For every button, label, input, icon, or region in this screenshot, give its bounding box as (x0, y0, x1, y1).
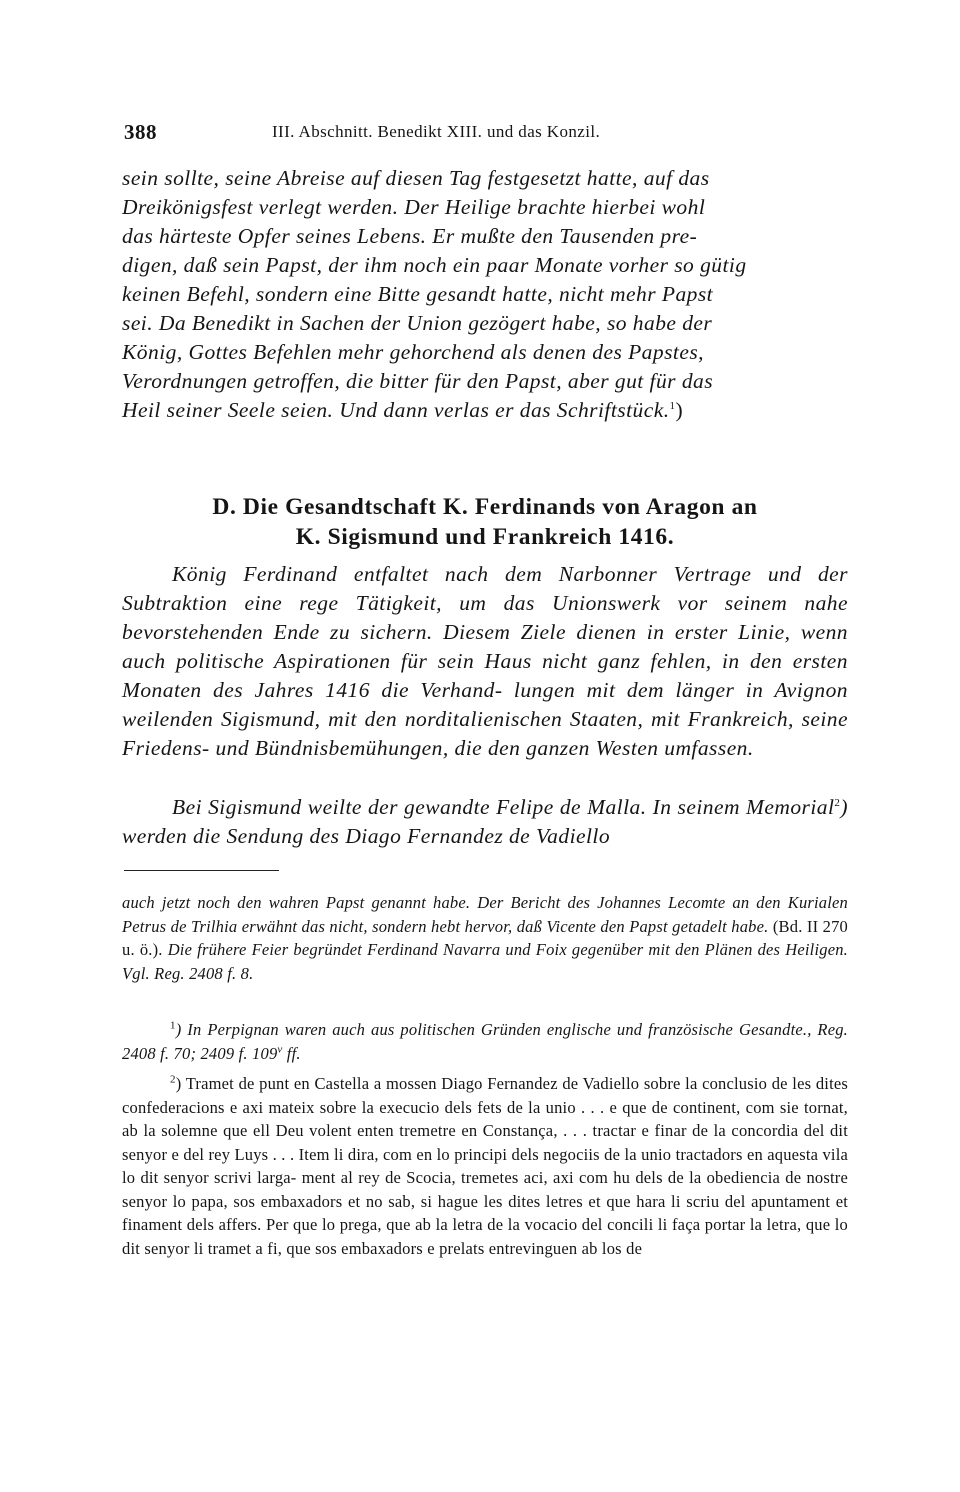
footnote-rule (124, 870, 279, 871)
section-heading (122, 492, 848, 552)
footnote-2 (122, 1072, 848, 1260)
text-fragment: Memorial (746, 795, 835, 819)
heading-line: D. Die Gesandtschaft K. Ferdinands von Aragon an (212, 494, 758, 520)
footnote-line: ) In Perpignan waren auch aus politischen Gründen englische und (175, 1020, 643, 1039)
text-fragment: ) werden die Sendung des Diago Fernandez de Vadiello (122, 795, 848, 848)
footnote-line: que hara li scriu del apuntament et finament dels affers. Per que lo prega, (122, 1191, 849, 1234)
footnote-marker: 2 (170, 1073, 176, 1086)
footnote-line: que ell Deu volent enten tremetre en Constança, . . . tractar e finar de la (223, 1121, 726, 1140)
text-line: sei. Da Benedikt in Sachen der Union gezögert habe, so habe der (122, 311, 713, 335)
text-line: ganz fehlen, in den ersten Monaten des Jahres 1416 die Verhand- (122, 649, 848, 702)
text-line: nahe bevorstehenden Ende zu sichern. Diesem Ziele dienen in (122, 591, 848, 644)
text-line: Verordnungen getroffen, die bitter für den Papst, aber gut für das (122, 369, 714, 393)
footnote-line: nostre senyor lo papa, sos embaxadors et no sab, si hague les dites letres et (122, 1168, 848, 1211)
footnote-reference: 1 (669, 399, 676, 412)
paragraph-3 (122, 793, 848, 851)
footnote-line: französische Gesandte., Reg. 2408 f. 70; 2409 f. 109 (122, 1020, 848, 1063)
text-line: Dreikönigsfest verlegt werden. Der Heilige brachte hierbei wohl (122, 195, 706, 219)
text-fragment: Heil seiner Seele seien. Und dann verlas er das Schriftstück. (122, 398, 670, 422)
folio-verso-marker: v (277, 1043, 283, 1055)
text-line: der Subtraktion eine rege Tätigkeit, um das Unionswerk vor seinem (122, 562, 848, 615)
paragraph-2 (122, 560, 848, 763)
footnote-line: auch jetzt noch den wahren Papst genannt habe. Der Bericht des Johannes (122, 893, 662, 912)
footnote-line: ) Tramet de punt en Castella a mossen Diago Fernandez de Vadiello (175, 1074, 640, 1093)
text-line: Bündnisbemühungen, die den ganzen Westen umfassen. (254, 736, 754, 760)
text-line: erster Linie, wenn auch politische Aspirationen für sein Haus nicht (122, 620, 849, 673)
running-head: III. Abschnitt. Benedikt XIII. und das Konzil. (272, 122, 601, 141)
footnote-line: ment al rey de Scocia, tremetes aci, axi com hu dels de la obediencia de (301, 1168, 802, 1187)
footnote-continued (122, 891, 848, 985)
footnote-line: dels negociis de la unio tractadors en aquesta vila lo dit senyor scrivi larga- (122, 1144, 849, 1187)
footnote-line: que ab la letra de la vocacio del concili li faça portar la letra, que lo dit (122, 1215, 848, 1258)
text-line: das härteste Opfer seines Lebens. Er mußte den Tausenden pre- (122, 224, 698, 248)
footnote-line: senyor li tramet a fi, que sos embaxadors e prelats entrevinguen ab los de (144, 1238, 643, 1258)
footnote-reference: 2 (834, 796, 841, 809)
footnote-line: sobre la conclusio de les dites confederacions e axi mateix sobre la execucio (122, 1074, 848, 1117)
text-fragment: ) (675, 398, 684, 422)
text-line: keinen Befehl, sondern eine Bitte gesandt hatte, nicht mehr Papst (122, 282, 714, 306)
footnote-line: Feier begründet Ferdinand Navarra und Foix gegenüber mit den Plänen des (251, 940, 781, 959)
footnote-marker: 1 (170, 1019, 176, 1032)
footnote-line: Die frühere (167, 940, 247, 959)
text-line: König Ferdinand entfaltet nach dem Narbonner Vertrage und (172, 562, 802, 586)
text-line: König, Gottes Befehlen mehr gehorchend als denen des Papstes, (122, 340, 704, 364)
footnote-line: ff. (282, 1043, 301, 1063)
paragraph-1 (122, 164, 848, 425)
heading-line: K. Sigismund und Frankreich 1416. (295, 524, 675, 550)
footnote-line: hervor, daß Vicente den Papst getadelt habe. (464, 916, 769, 936)
text-line: Bei Sigismund weilte der gewandte Felipe de Malla. In seinem (172, 795, 740, 819)
footnote-line: dels fets de la unio . . . e que de continent, com sie tornat, ab la solemne (122, 1097, 848, 1140)
footnote-line: Lecomte an den Kurialen Petrus de Trilhia erwähnt das nicht, sondern hebt (122, 893, 849, 936)
page-number: 388 (124, 120, 157, 144)
footnote-1 (122, 1018, 848, 1065)
text-line: sein sollte, seine Abreise auf diesen Tag festgesetzt hatte, auf das (122, 166, 710, 190)
text-line: digen, daß sein Papst, der ihm noch ein paar Monate vorher so gütig (122, 253, 747, 277)
footnote-line: Heiligen. Vgl. Reg. 2408 f. 8. (122, 940, 848, 983)
text-line: lungen mit dem länger in Avignon weilenden Sigismund, mit den (122, 678, 849, 731)
footnote-line: (Bd. II 270 u. ö.). (122, 916, 849, 959)
page-header (124, 120, 848, 144)
text-line (122, 396, 848, 425)
footnote-line: concordia del dit senyor e del rey Luys . . . Item li dira, com en lo principi (122, 1121, 849, 1164)
text-line: norditalienischen Staaten, mit Frankreich, seine Friedens- und (122, 707, 849, 760)
